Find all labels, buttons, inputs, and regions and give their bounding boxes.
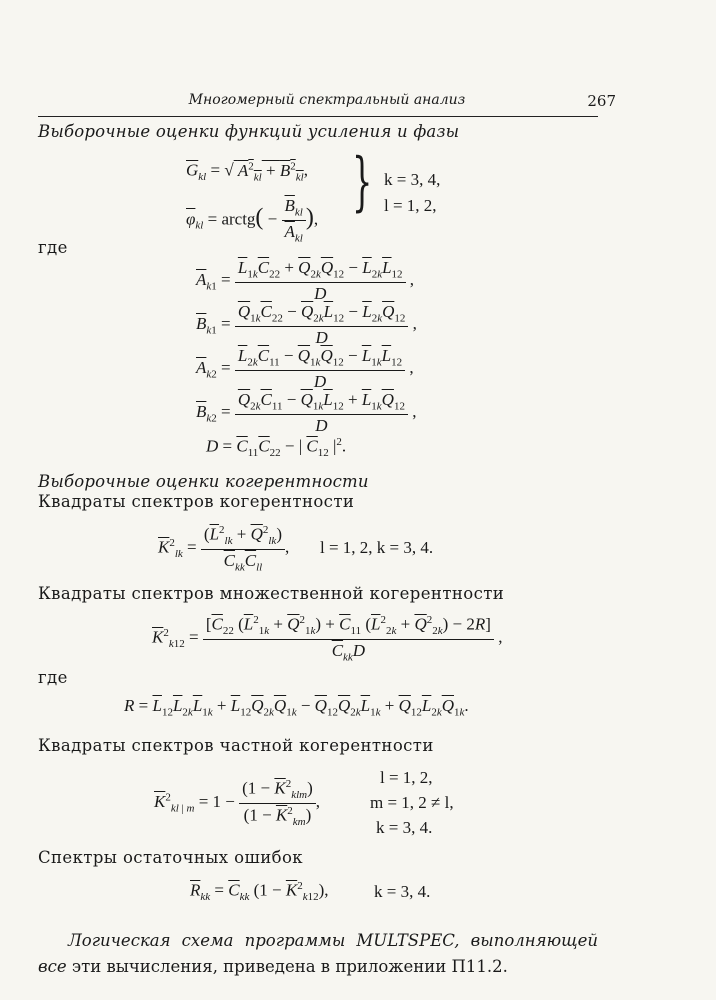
condition-k: k = 3, 4, <box>384 170 441 189</box>
equation-partial-coherence: $\overline{K}^2_{kl | m} = 1$ − $\frac{(1 - \overline{K}^2_{klm})}{(1 - \overline{K}^2_{km})}$ , <box>154 778 321 829</box>
subheading-partial-coherence: Квадраты спектров частной когерентности <box>38 736 434 755</box>
subheading-coherence-squares: Квадраты спектров когерентности <box>38 492 355 511</box>
closing-paragraph <box>38 928 598 980</box>
equation-multiple-coherence: $\overline{K}^2_{k12}$ = $\frac{[\overline{C}_{22} (\overline{L}^2_{1k} + \overline{Q}^2_{1k}) + \overline{C}_{11} (\overline{L}^2_{2k} + \overline{Q}^2_{2k}) - 2R]}{\overline{C}_{kk}D}$ , <box>152 614 503 664</box>
closing-italic-2: выполняющей все <box>38 931 599 976</box>
equation-R: $R = \overline{L}_{12}\overline{L}_{2k}\overline{L}_{1k} + \overline{L}_{12}\overline{Q}_{2k}\overline{Q}_{1k} - \overline{Q}_{12}\overline{Q}_{2k}\overline{L}_{1k} + \overline{Q}_{12}\overline{L}_{2k}\overline{Q}_{1k}$. <box>124 696 469 719</box>
equation-A-k1: $\overline{A}_{k1}$ = $\frac{\overline{L}_{1k}\overline{C}_{22} + \overline{Q}_{2k}\overline{Q}_{12} - \overline{L}_{2k}\overline{L}_{12}}{D}$ , <box>196 258 415 304</box>
equation-coherence: $\overline{K}^2_{lk}$ = $\frac{(\overline{L}^2_{lk} + \overline{Q}^2_{lk})}{\overline{C}_{kk}\overline{C}_{ll}}$ , <box>158 524 290 574</box>
equation-B-k1: $\overline{B}_{k1}$ = $\frac{\overline{Q}_{1k}\overline{C}_{22} - \overline{Q}_{2k}\overline{L}_{12} - \overline{L}_{2k}\overline{Q}_{12}}{D}$ , <box>196 302 417 348</box>
partial-condition-l: l = 1, 2, <box>380 768 433 787</box>
partial-condition-m: m = 1, 2 ≠ l, <box>370 793 454 812</box>
right-brace: } <box>352 145 373 219</box>
program-name: MULTSPEC, <box>356 931 460 950</box>
equation-A-k2: $\overline{A}_{k2}$ = $\frac{\overline{L}_{2k}\overline{C}_{11} - \overline{Q}_{1k}\overline{Q}_{12} - \overline{L}_{1k}\overline{L}_{12}}{D}$ , <box>196 346 414 392</box>
section-heading-coherence: Выборочные оценки когерентности <box>38 472 369 491</box>
equation-residual: $\overline{R}_{kk} = \overline{C}_{kk}$ $(1 - \overline{K}^2_{k12})$, <box>190 880 329 904</box>
header-rule <box>38 116 598 117</box>
where-label-2: где <box>38 668 68 687</box>
equation-B-k2: $\overline{B}_{k2}$ = $\frac{\overline{Q}_{2k}\overline{C}_{11} - \overline{Q}_{1k}\overline{L}_{12} + \overline{L}_{1k}\overline{Q}_{12}}{D}$ , <box>196 390 417 436</box>
closing-italic: Логическая схема программы <box>68 931 346 950</box>
coherence-conditions: l = 1, 2, k = 3, 4. <box>320 538 434 557</box>
subheading-multiple-coherence: Квадраты спектров множественной когерентности <box>38 584 505 603</box>
equation-D: $D = \overline{C}_{11}\overline{C}_{22}$ − | $\overline{C}_{12}$ $|^2$. <box>206 436 347 460</box>
partial-condition-k: k = 3, 4. <box>376 818 433 837</box>
condition-l: l = 1, 2, <box>384 196 437 215</box>
where-label-1: где <box>38 238 68 257</box>
equation-phase: $\overline{\varphi}_{kl}$ = arctg( − $\frac{\overline{B}_{kl}}{\overline{A}_{kl}}$ ), <box>186 196 319 245</box>
page-number: 267 <box>587 92 616 110</box>
equation-gain: $\overline{G}_{kl}$ = √ $A^2_{kl} + B^2_{kl}$, <box>186 160 308 184</box>
section-heading-gain-phase: Выборочные оценки функций усиления и фазы <box>38 122 460 141</box>
residual-conditions: k = 3, 4. <box>374 882 431 901</box>
closing-rest: эти вычисления, приведена в приложении П11.2. <box>71 957 508 976</box>
subheading-residual-spectra: Спектры остаточных ошибок <box>38 848 304 867</box>
running-head-title: Многомерный спектральный анализ <box>188 92 466 108</box>
